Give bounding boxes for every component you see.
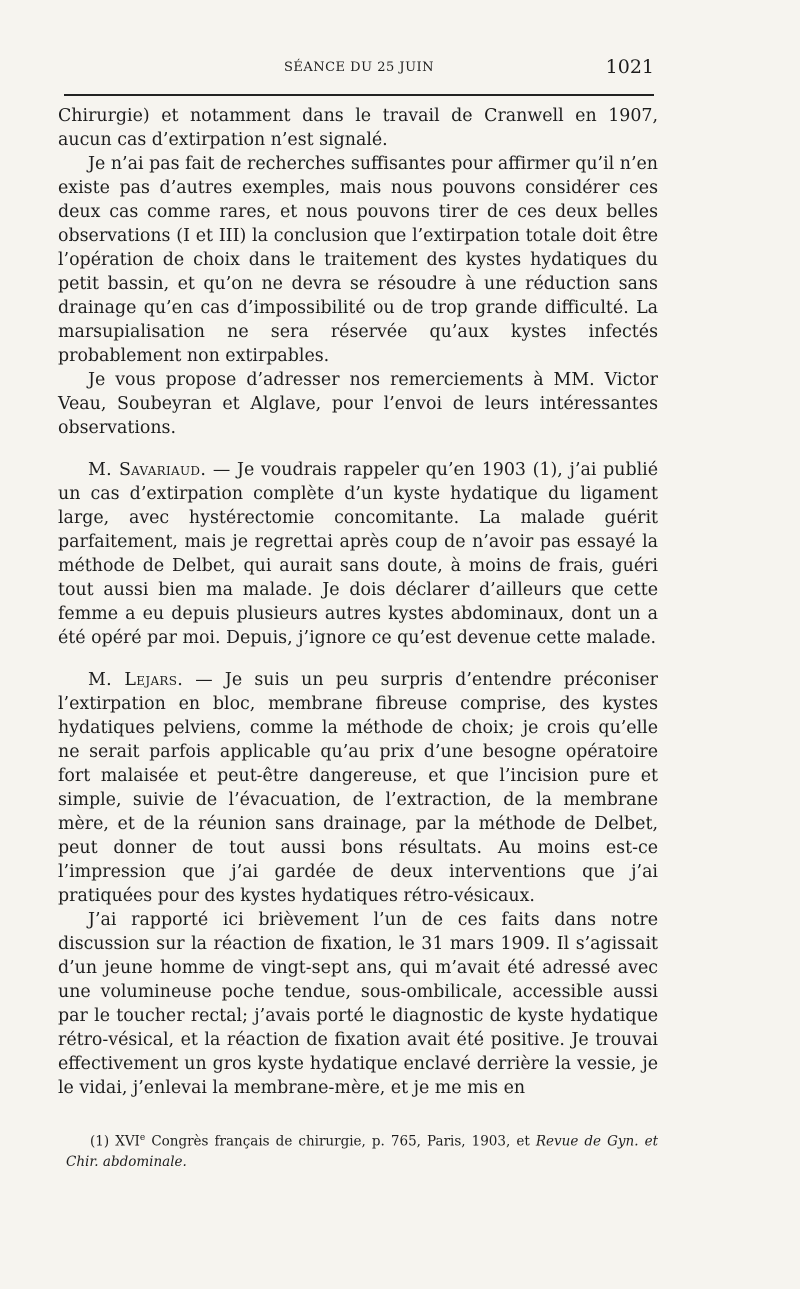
speaker-savariaud: M. Savariaud. <box>88 460 207 480</box>
speaker-lejars: M. Lejars. <box>88 670 184 690</box>
paragraph-gap <box>58 440 658 458</box>
paragraph-1 <box>58 104 658 152</box>
paragraph-3 <box>58 368 658 440</box>
paragraph-2 <box>58 152 658 368</box>
page-number: 1021 <box>605 56 654 78</box>
paragraph-5 <box>58 668 658 908</box>
footnote-text: Congrès français de chirurgie, p. 765, Paris, 1903, et <box>145 1133 536 1150</box>
paragraph-1-text: Chirurgie) et notamment dans le travail de Cranwell en 1907, aucun cas d’extirpation n’est signalé. <box>58 106 658 150</box>
footnote-superscript: e <box>139 1133 146 1143</box>
page-header <box>64 56 654 80</box>
paragraph-6 <box>58 908 658 1100</box>
footnote <box>66 1128 658 1172</box>
body-text <box>58 104 658 1100</box>
footnote-marker: (1) XVI <box>90 1133 140 1150</box>
paragraph-6-text: J’ai rapporté ici brièvement l’un de ces faits dans notre discussion sur la réaction de fixation, le 31 mars 1909. Il s’agissait d’un jeune homme de vingt-sept ans, qui m’avait été adressé avec une volumineuse poche tendue, sous-ombilicale, accessible aussi par le toucher rectal; j’avais porté le diagnostic de kyste hydatique rétro-vésical, et la réaction de fixation avait été positive. Je trouvai effectivement un gros kyste hydatique enclavé derrière la vessie, je le vidai, j’enlevai la membrane-mère, et je me mis en <box>58 910 658 1098</box>
paragraph-4 <box>58 458 658 650</box>
header-rule <box>64 94 654 96</box>
paragraph-gap <box>58 650 658 668</box>
paragraph-3-text: Je vous propose d’adresser nos remerciements à MM. Victor Veau, Soubeyran et Alglave, pour l’envoi de leurs intéressantes observations. <box>58 370 658 438</box>
running-head: SÉANCE DU 25 JUIN <box>283 60 435 75</box>
paragraph-4-text: — Je voudrais rappeler qu’en 1903 (1), j’ai publié un cas d’extirpation complète d’un kyste hydatique du ligament large, avec hystérectomie concomitante. La malade guérit parfaitement, mais je regrettai après coup de n’avoir pas essayé la méthode de Delbet, qui aurait sans doute, à moins de frais, guéri tout aussi bien ma malade. Je dois déclarer d’ailleurs que cette femme a eu depuis plusieurs autres kystes abdominaux, dont un a été opéré par moi. Depuis, j’ignore ce qu’est devenue cette malade. <box>58 460 659 648</box>
footnote-journal-title: Revue de Gyn. et Chir. abdominale. <box>66 1133 659 1170</box>
paragraph-2-text: Je n’ai pas fait de recherches suffisantes pour affirmer qu’il n’en existe pas d’autres exemples, mais nous pouvons considérer ces deux cas comme rares, et nous pouvons tirer de ces deux belles observations (I et III) la conclusion que l’extirpation totale doit être l’opération de choix dans le traitement des kystes hydatiques du petit bassin, et qu’on ne devra se résoudre à une réduction sans drainage qu’en cas d’impossibilité ou de trop grande difficulté. La marsupialisation ne sera réservée qu’aux kystes infectés probablement non extirpables. <box>58 154 658 366</box>
paragraph-5-text: — Je suis un peu surpris d’entendre préconiser l’extirpation en bloc, membrane fibreuse comprise, des kystes hydatiques pelviens, comme la méthode de choix; je crois qu’elle ne serait parfois applicable qu’au prix d’une besogne opératoire fort malaisée et peut-être dangereuse, et que l’incision pure et simple, suivie de l’évacuation, de l’extraction, de la membrane mère, et de la réunion sans drainage, par la méthode de Delbet, peut donner de tout aussi bons résultats. Au moins est-ce l’impression que j’ai gardée de deux interventions que j’ai pratiquées pour des kystes hydatiques rétro-vésicaux. <box>58 670 658 906</box>
